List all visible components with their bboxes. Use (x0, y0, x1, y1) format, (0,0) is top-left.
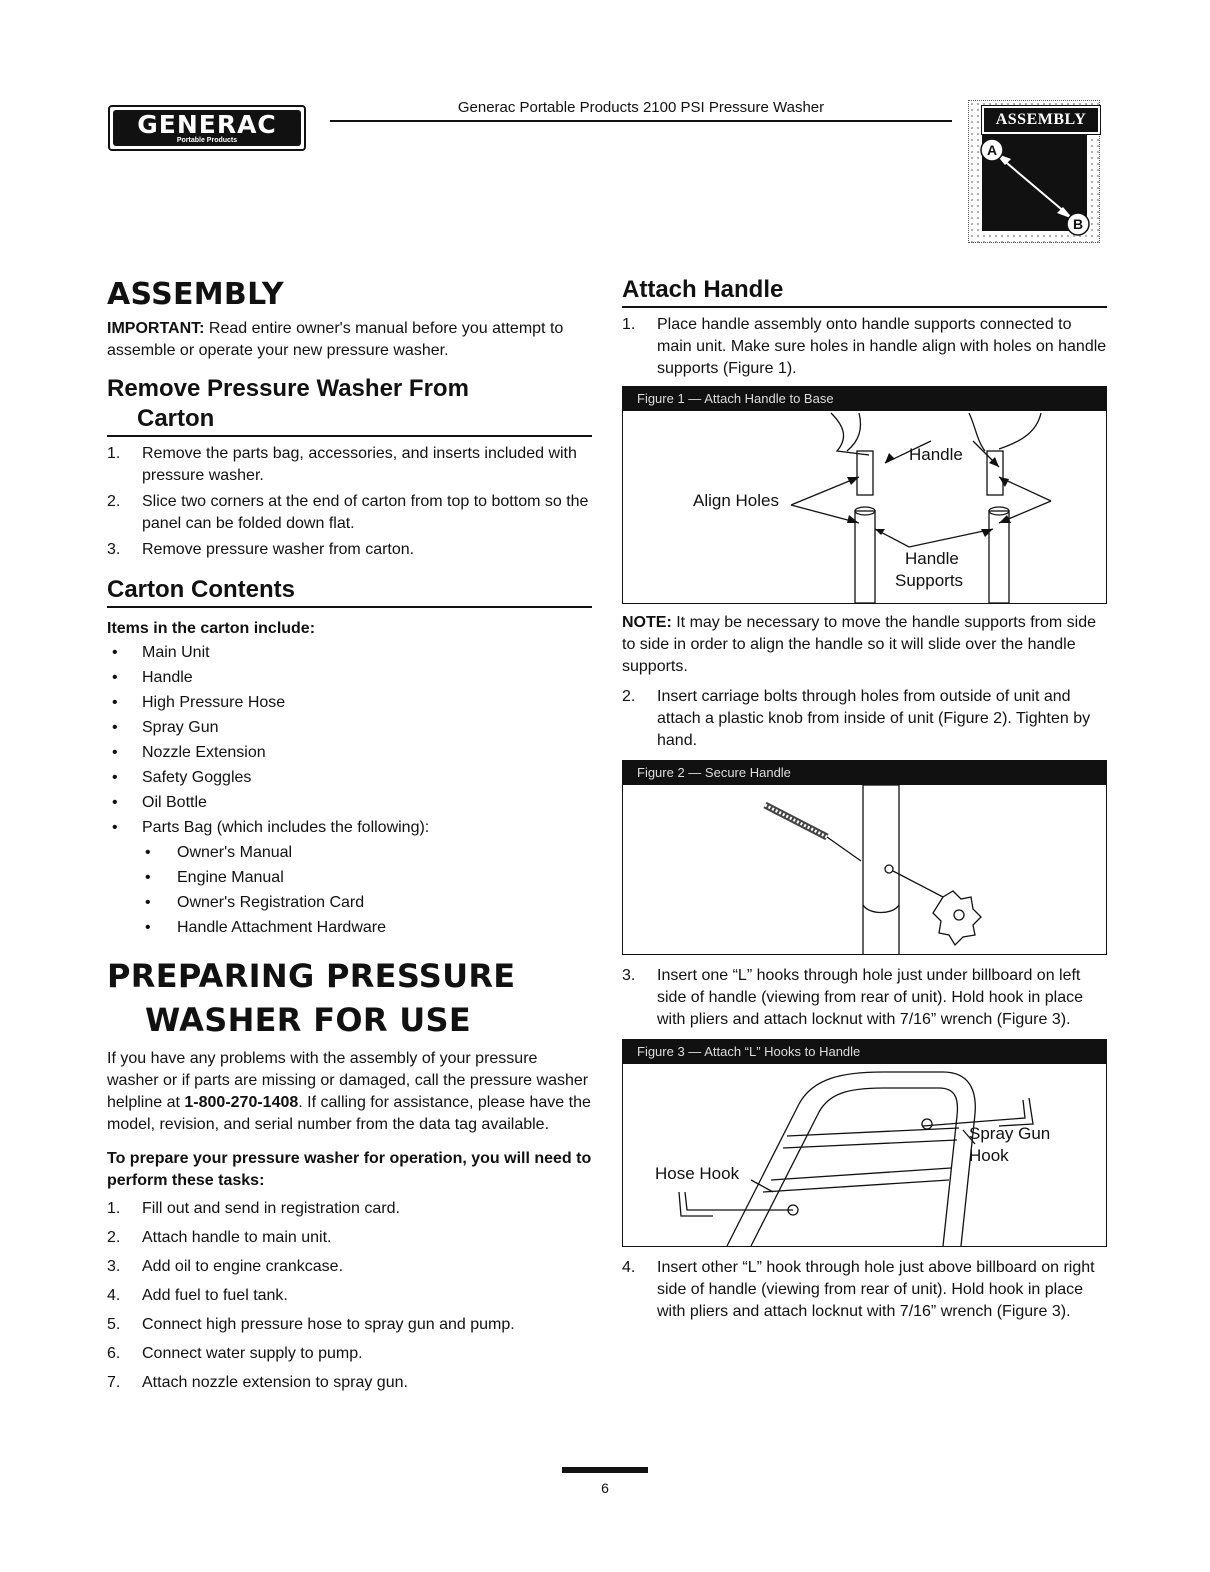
carton-contents-heading: Carton Contents (107, 575, 592, 608)
tasks-list (107, 1198, 592, 1394)
badge-point-b: B (1072, 216, 1084, 232)
preparing-heading-line2: WASHER FOR USE (145, 1001, 472, 1039)
list-item: • Spray Gun (112, 719, 219, 736)
attach-step-2 (622, 686, 1107, 752)
a-to-b-arrow-icon (969, 101, 1101, 244)
list-item: • Main Unit (112, 644, 210, 661)
list-item: 1. Fill out and send in registration card. (107, 1200, 400, 1217)
label-handle: Handle (909, 445, 963, 464)
list-item: 1. Place handle assembly onto handle supports connected to main unit. Make sure holes in handle align with holes on handle supports (Figure 1). (622, 316, 1107, 377)
list-item: • High Pressure Hose (112, 694, 286, 711)
list-item: • Safety Goggles (112, 769, 252, 786)
list-item: 1. Remove the parts bag, accessories, and inserts included with pressure washer. (107, 445, 577, 484)
figure-3-caption: Figure 3 — Attach “L” Hooks to Handle (623, 1040, 1106, 1064)
list-item: 3. Insert one “L” hooks through hole just under billboard on left side of handle (viewing from rear of unit). Hold hook in place with pliers and attach locknut with 7/16” wrench (Figure 3). (622, 967, 1083, 1028)
tasks-intro: To prepare your pressure washer for operation, you will need to perform these tasks: (107, 1150, 592, 1189)
remove-steps (107, 443, 592, 561)
list-item: 7. Attach nozzle extension to spray gun. (107, 1374, 408, 1391)
list-item: 2. Insert carriage bolts through holes from outside of unit and attach a plastic knob from inside of unit (Figure 2). Tighten by hand. (622, 688, 1091, 749)
parts-bag-items (107, 840, 592, 940)
list-item: 2. Slice two corners at the end of carton from top to bottom so the panel can be folded down flat. (107, 493, 589, 532)
list-item: 2. Attach handle to main unit. (107, 1229, 332, 1246)
header-title: Generac Portable Products 2100 PSI Pressure Washer (457, 99, 825, 116)
list-item: 5. Connect high pressure hose to spray gun and pump. (107, 1316, 515, 1333)
list-item: • Engine Manual (145, 869, 284, 886)
preparing-heading-line1: PREPARING PRESSURE (107, 957, 516, 995)
important-text: Read entire owner's manual before you attempt to assemble or operate your new pressure washer. (107, 320, 564, 359)
attach-step-4 (622, 1257, 1107, 1323)
important-label: IMPORTANT: (107, 320, 205, 337)
list-item: 4. Insert other “L” hook through hole just above billboard on right side of handle (viewing from rear of unit). Hold hook in place with pliers and attach locknut with 7/16” wrench (Figure 3). (622, 1259, 1095, 1320)
attach-step-1 (622, 314, 1107, 380)
page-number: 6 (601, 1480, 609, 1496)
list-item: • Oil Bottle (112, 794, 207, 811)
label-hose-hook: Hose Hook (655, 1164, 740, 1183)
header-rule (330, 120, 952, 122)
label-spray-gun-hook-2: Hook (969, 1146, 1009, 1165)
figure-2-caption: Figure 2 — Secure Handle (623, 761, 1106, 785)
important-paragraph (107, 318, 592, 362)
list-item: • Handle (112, 669, 193, 686)
secure-handle-diagram (623, 785, 1105, 955)
carton-intro: Items in the carton include: (107, 620, 316, 637)
section-badge-label: ASSEMBLY (982, 106, 1100, 134)
label-handle-supports-2: Supports (895, 571, 964, 590)
remove-heading-line1: Remove Pressure Washer From (107, 375, 469, 402)
helpline-phone: 1-800-270-1408 (184, 1094, 299, 1111)
logo-subtext: Portable Products (176, 137, 238, 144)
badge-point-a: A (986, 142, 998, 158)
list-item: • Handle Attachment Hardware (145, 919, 386, 936)
remove-heading (107, 374, 592, 437)
list-item: • Owner's Manual (145, 844, 293, 861)
page-number-bar (562, 1467, 648, 1473)
logo-text: GENERAC (137, 110, 277, 139)
section-badge (968, 100, 1100, 243)
list-item: 4. Add fuel to fuel tank. (107, 1287, 288, 1304)
label-handle-supports-1: Handle (905, 549, 959, 568)
carton-items (107, 640, 592, 840)
list-item: • Owner's Registration Card (145, 894, 365, 911)
l-hooks-diagram (623, 1064, 1105, 1246)
note-paragraph: NOTE: It may be necessary to move the handle supports from side to side in order to align the handle so it will slide over the handle supports. (622, 614, 1096, 675)
list-item: 6. Connect water supply to pump. (107, 1345, 363, 1362)
left-column (107, 275, 592, 1394)
figure-2 (622, 760, 1107, 955)
list-item: 3. Remove pressure washer from carton. (107, 541, 415, 558)
remove-heading-line2: Carton (137, 405, 215, 432)
generac-logo (108, 105, 306, 151)
attach-step-3 (622, 965, 1107, 1031)
figure-1-caption: Figure 1 — Attach Handle to Base (623, 387, 1106, 411)
right-column (622, 275, 1107, 1323)
list-item: 3. Add oil to engine crankcase. (107, 1258, 344, 1275)
attach-handle-heading: Attach Handle (622, 275, 1107, 308)
label-align-holes: Align Holes (693, 491, 779, 510)
label-spray-gun-hook-1: Spray Gun (969, 1124, 1051, 1143)
list-item: • Nozzle Extension (112, 744, 266, 761)
figure-1 (622, 386, 1107, 604)
figure-3 (622, 1039, 1107, 1247)
assembly-heading: ASSEMBLY (107, 277, 284, 312)
list-item: • Parts Bag (which includes the following): (112, 819, 430, 836)
note-label: NOTE: (622, 614, 672, 631)
helpline-paragraph: If you have any problems with the assembly of your pressure washer or if parts are missing or damaged, call the pressure washer helpline at 1-800-270-1408. If calling for assistance, please have the model, revision, and serial number from the data tag available. (107, 1050, 591, 1133)
